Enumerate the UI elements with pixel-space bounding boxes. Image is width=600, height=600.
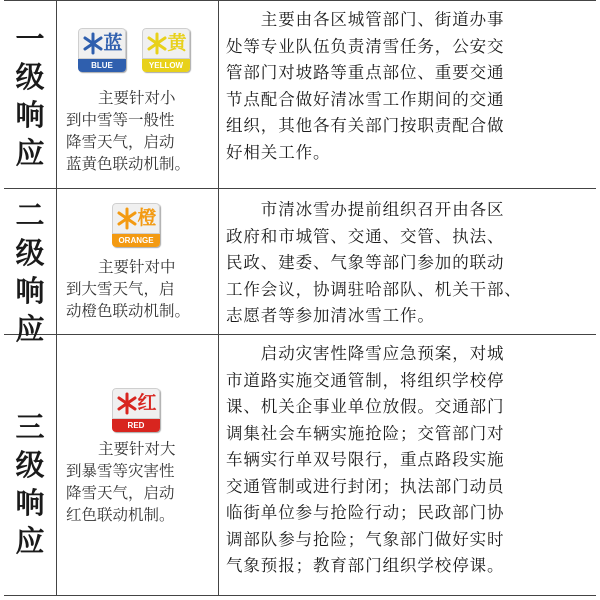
warning-band-label: BLUE xyxy=(78,59,126,72)
level-label-3: 三 级 响 应 xyxy=(15,410,45,558)
snowflake-icon xyxy=(83,30,103,57)
level-description-2: 市清冰雪办提前组织召开由各区 政府和市城管、交通、交管、执法、 民政、建委、气象等部门参加的联动 工作会议，协调驻哈部队、机关干部、 志愿者等参加清冰雪工作。 xyxy=(226,200,522,325)
snowflake-icon xyxy=(117,205,137,232)
blue-warning-icon xyxy=(78,28,126,72)
level-label-1: 一 级 响 应 xyxy=(15,22,45,170)
yellow-warning-icon xyxy=(142,28,190,72)
row-divider xyxy=(4,334,596,335)
table-bottom-border xyxy=(4,595,596,596)
level-description-3: 启动灾害性降雪应急预案，对城 市道路实施交通管制，将组织学校停 课、机关企事业单位放假。交通部门 调集社会车辆实施抢险；交管部门对 车辆实行单双号限行，重点路段实施 交通管制或进行封闭；执法部门动员 临街单位参与抢险行动；民政部门协 调部队参与抢险；气象部门做好实时 气象预报；教育部门组织学校停课。 xyxy=(226,344,505,575)
orange-warning-icon xyxy=(112,203,160,247)
column-divider xyxy=(218,0,219,596)
level-note-1: 主要针对小 到中雪等一般性 降雪天气，启动 蓝黄色联动机制。 xyxy=(66,89,191,173)
warning-char: 黄 xyxy=(167,32,187,54)
warning-char: 蓝 xyxy=(103,32,123,54)
snowflake-icon xyxy=(117,390,137,417)
warning-band-label: ORANGE xyxy=(112,234,160,247)
warning-band-label: RED xyxy=(112,419,160,432)
row-divider xyxy=(4,188,596,189)
level-description-1: 主要由各区城管部门、街道办事 处等专业队伍负责清雪任务，公安交 管部门对坡路等重点部位、重要交通 节点配合做好清冰雪工作期间的交通 组织，其他各有关部门按职责配合做 好相关工作。 xyxy=(226,10,505,162)
warning-band-label: YELLOW xyxy=(142,59,190,72)
table-top-border xyxy=(4,0,596,1)
red-warning-icon xyxy=(112,388,160,432)
column-divider xyxy=(56,0,57,596)
level-label-2: 二 级 响 应 xyxy=(15,198,45,346)
level-note-2: 主要针对中 到大雪天气，启 动橙色联动机制。 xyxy=(66,258,191,320)
snowflake-icon xyxy=(147,30,167,57)
snow-response-table xyxy=(4,0,596,596)
level-note-3: 主要针对大 到暴雪等灾害性 降雪天气，启动 红色联动机制。 xyxy=(66,440,176,524)
warning-char: 橙 xyxy=(137,207,157,229)
warning-char: 红 xyxy=(137,392,157,414)
